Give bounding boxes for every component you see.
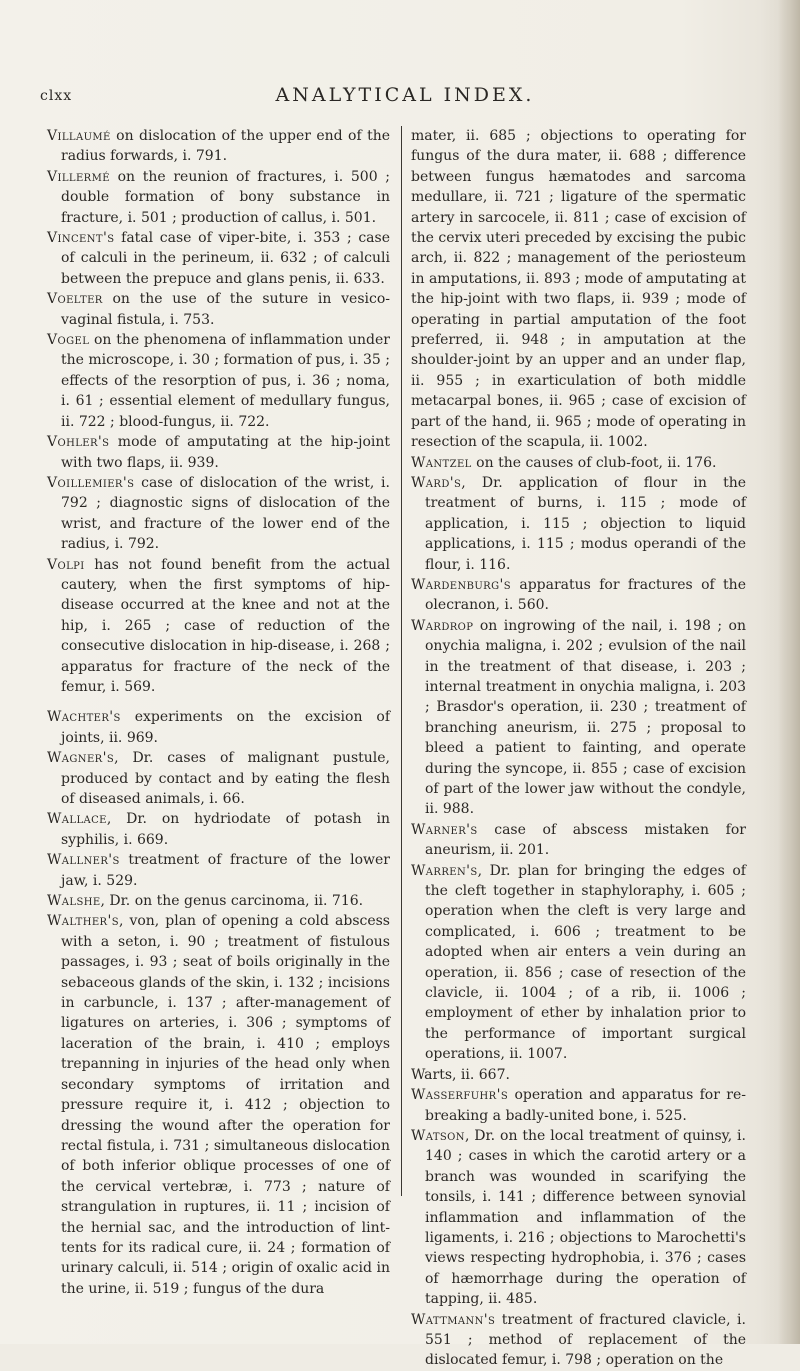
index-entry xyxy=(411,453,746,473)
index-entry-text: apparatus for fractures of the olecranon, i. 560. xyxy=(425,576,746,614)
index-headword: Vogel xyxy=(47,332,90,349)
index-entry xyxy=(411,1085,746,1126)
index-headword: Walther's xyxy=(47,913,119,930)
index-entry-text: , Dr. cases of malignant pustule, produced by contact and by eating the flesh of diseased animals, i. 66. xyxy=(61,750,390,807)
index-entry-text: mode of amputating at the hip-joint with two flaps, ii. 939. xyxy=(61,434,390,471)
index-entry xyxy=(47,432,390,473)
index-entry xyxy=(47,473,390,555)
index-entry-text: on ingrowing of the nail, i. 198 ; on onychia maligna, i. 202 ; evulsion of the nail in the treatment of that disease, i. 203 ; internal treatment in onychia maligna, i. 203 ; Brasdor's operation, ii. 230 ; treatment of branching aneurism, ii. 275 ; proposal to bleed a patient to fainting, and operate during the syncope, ii. 855 ; case of excision of part of the lower jaw without the condyle, ii. 988. xyxy=(425,617,746,818)
index-entry-text: case of dislocation of the wrist, i. 792 ; diagnostic signs of dislocation of the wrist, and fracture of the lower end of the radius, i. 792. xyxy=(61,474,390,553)
index-entry-text: Warts, ii. 667. xyxy=(411,1066,510,1083)
index-entry xyxy=(47,891,390,911)
index-headword: Ward's xyxy=(411,474,462,491)
index-entry xyxy=(411,126,746,453)
running-title: ANALYTICAL INDEX. xyxy=(275,84,535,106)
index-entry xyxy=(47,167,390,228)
index-headword: Wantzel xyxy=(411,454,472,471)
right-column xyxy=(411,126,746,1369)
index-entry xyxy=(411,820,746,861)
index-headword: Villermé xyxy=(47,168,110,185)
index-headword: Warner's xyxy=(411,821,478,838)
index-entry-text: , Dr. on hydriodate of potash in syphilis, i. 669. xyxy=(61,811,390,848)
index-entry-text: operation and apparatus for re-breaking a badly-united bone, i. 525. xyxy=(425,1087,746,1124)
index-entry-text: case of abscess mistaken for aneurism, ii. 201. xyxy=(425,821,746,859)
index-headword: Wardrop xyxy=(411,617,474,634)
index-headword: Wallner's xyxy=(47,852,120,869)
index-entry-text: on dislocation of the upper end of the radius forwards, i. 791. xyxy=(61,128,390,165)
index-entry xyxy=(411,616,746,820)
index-headword: Walshe xyxy=(47,893,101,910)
index-headword: Vincent's xyxy=(47,230,115,247)
index-entry-text: experiments on the excision of joints, ii. 969. xyxy=(61,709,390,746)
index-entry xyxy=(47,555,390,698)
index-headword: Wallace xyxy=(47,811,107,828)
index-entry-text: on the reunion of fractures, i. 500 ; double formation of bony substance in fracture, i. 501 ; production of callus, i. 501. xyxy=(61,168,390,226)
index-entry xyxy=(411,1065,746,1085)
index-headword: Vohler's xyxy=(47,434,110,451)
index-entry xyxy=(47,707,390,748)
index-entry-text: fatal case of viper-bite, i. 353 ; case of calculi in the perineum, ii. 632 ; of calculi between the prepuce and glans penis, ii. 633. xyxy=(61,230,390,287)
index-entry xyxy=(47,289,390,330)
index-headword: Wachter's xyxy=(47,709,121,726)
index-headword: Wardenburg's xyxy=(411,576,512,593)
index-headword: Volpi xyxy=(47,556,85,573)
index-entry-text: , von, plan of opening a cold abscess with a seton, i. 90 ; treatment of fistulous passages, i. 93 ; seat of boils originally in the sebaceous glands of the skin, i. 132 ; incisions in carbuncle, i. 137 ; after-management of ligatures on arteries, i. 306 ; symptoms of laceration of the brain, i. 410 ; employs trepanning in injuries of the head only when secondary symptoms of irritation and pressure require it, i. 412 ; objection to dressing the wound after the operation for rectal fistula, i. 731 ; simultaneous dislocation of both inferior oblique processes of one of the cervical vertebræ, i. 773 ; nature of strangulation in ruptures, ii. 11 ; incision of the hernial sac, and the introduction of lint-tents for its radical cure, ii. 24 ; formation of urinary calculi, ii. 514 ; origin of oxalic acid in the urine, ii. 519 ; fungus of the dura xyxy=(61,913,390,1297)
index-entry-text: , Dr. on the local treatment of quinsy, i. 140 ; cases in which the carotid artery or a branch was wounded in scarifying the tonsils, i. 141 ; difference between synovial inflammation and inflammation of the ligaments, i. 216 ; objections to Marochetti's views respecting hydrophobia, i. 376 ; cases of hæmorrhage during the operation of tapping, ii. 485. xyxy=(425,1127,746,1308)
index-entry xyxy=(411,1126,746,1310)
index-headword: Voillemier's xyxy=(47,474,135,491)
index-headword: Wagner's xyxy=(47,750,115,767)
index-entry-text: on the phenomena of inflammation under the microscope, i. 30 ; formation of pus, i. 35 ; effects of the resorption of pus, i. 36 ; noma, i. 61 ; essential element of medullary fungus, ii. 722 ; blood-fungus, ii. 722. xyxy=(61,332,390,430)
index-entry-text: on the causes of club-foot, ii. 176. xyxy=(471,454,717,471)
page-edge-shadow xyxy=(778,0,800,1344)
column-divider xyxy=(401,126,402,1196)
index-entry-text: , Dr. application of flour in the treatment of burns, i. 115 ; mode of application, i. 115 ; objection to liquid applications, i. 115 ; modus operandi of the flour, i. 116. xyxy=(425,474,746,573)
index-entry-text: , Dr. plan for bringing the edges of the cleft together in staphyloraphy, i. 605 ; operation when the cleft is very large and complicated, i. 606 ; treatment to be adopted when air enters a vein during an operation, ii. 856 ; case of resection of the clavicle, ii. 1004 ; of a rib, ii. 1006 ; employment of ether by inhalation prior to the performance of important surgical operations, ii. 1007. xyxy=(425,862,746,1063)
index-entry-text: mater, ii. 685 ; objections to operating for fungus of the dura mater, ii. 688 ; difference between fungus hæmatodes and sarcoma medullare, ii. 721 ; ligature of the spermatic artery in sarcocele, ii. 811 ; case of excision of the cervix uteri preceded by excising the pubic arch, ii. 822 ; management of the periosteum in amputations, ii. 893 ; mode of amputating at the hip-joint with two flaps, ii. 939 ; mode of operating in partial amputation of the foot preferred, ii. 948 ; in amputation at the shoulder-joint by an upper and an under flap, ii. 955 ; in exarticulation of both middle metacarpal bones, ii. 965 ; case of excision of part of the hand, ii. 965 ; mode of operating in resection of the scapula, ii. 1002. xyxy=(411,128,746,451)
index-headword: Wattmann's xyxy=(411,1311,496,1328)
index-entry-text: has not found benefit from the actual cautery, when the first symptoms of hip-disease occurred at the knee and not at the hip, i. 265 ; case of reduction of the consecutive dislocation in hip-disease, i. 268 ; apparatus for fracture of the neck of the femur, i. 569. xyxy=(61,556,390,695)
index-entry xyxy=(411,861,746,1065)
index-headword: Watson xyxy=(411,1127,465,1144)
index-entry xyxy=(47,228,390,289)
page-header xyxy=(40,84,770,114)
index-entry xyxy=(47,809,390,850)
index-entry xyxy=(47,850,390,891)
index-entry xyxy=(47,911,390,1299)
index-entry xyxy=(47,748,390,809)
index-headword: Wasserfuhr's xyxy=(411,1087,509,1104)
index-headword: Voelter xyxy=(47,291,103,308)
index-entry-text: treatment of fracture of the lower jaw, i. 529. xyxy=(61,852,390,889)
index-entry-text: , Dr. on the genus carcinoma, ii. 716. xyxy=(100,893,364,910)
index-headword: Villaumé xyxy=(47,128,111,144)
index-headword: Warren's xyxy=(411,862,478,879)
index-entry xyxy=(411,1310,746,1371)
index-entry xyxy=(411,473,746,575)
index-entry-text: on the use of the suture in vesico-vaginal fistula, i. 753. xyxy=(61,291,390,328)
index-entry xyxy=(47,126,390,167)
index-entry xyxy=(47,330,390,432)
left-column xyxy=(47,126,390,1336)
index-entry-text: treatment of fractured clavicle, i. 551 ; method of replacement of the dislocated femur, i. 798 ; operation on the xyxy=(425,1311,746,1369)
index-entry xyxy=(411,575,746,616)
page-number: clxx xyxy=(40,88,73,104)
